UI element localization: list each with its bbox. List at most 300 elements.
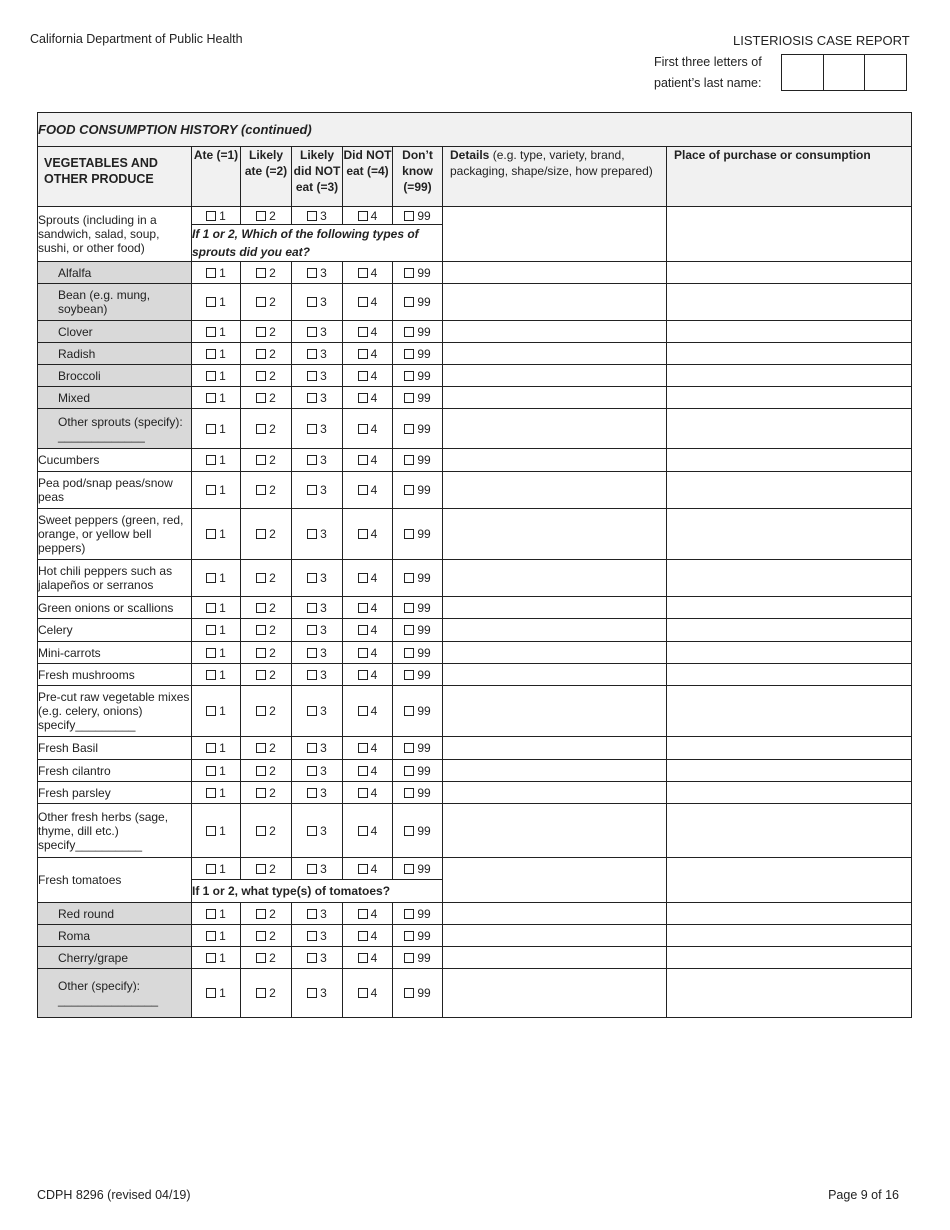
- details-field[interactable]: [443, 858, 667, 903]
- checkbox[interactable]: [358, 706, 368, 716]
- place-field[interactable]: [667, 782, 912, 804]
- option-cell: [343, 597, 393, 619]
- option-cell: [292, 760, 343, 782]
- checkbox[interactable]: [358, 909, 368, 919]
- place-field[interactable]: [667, 207, 912, 262]
- checkbox[interactable]: [404, 988, 414, 998]
- checkbox[interactable]: [404, 327, 414, 337]
- option-label: 4: [370, 295, 378, 309]
- option-cell: [292, 409, 343, 449]
- checkbox[interactable]: [206, 826, 216, 836]
- details-field[interactable]: [443, 947, 667, 969]
- checkbox[interactable]: [307, 371, 317, 381]
- checkbox[interactable]: [256, 953, 266, 963]
- option-label: 1: [219, 763, 226, 778]
- option-cell: [343, 365, 393, 387]
- likely-ate-column-header: Likely ate (=2): [241, 147, 292, 207]
- checkbox[interactable]: [256, 327, 266, 337]
- checkbox[interactable]: [256, 625, 266, 635]
- option-cell: [393, 284, 443, 321]
- checkbox[interactable]: [206, 909, 216, 919]
- option-label: 4: [370, 208, 378, 223]
- checkbox[interactable]: [307, 670, 317, 680]
- checkbox[interactable]: [307, 424, 317, 434]
- details-field[interactable]: [443, 597, 667, 619]
- checkbox[interactable]: [256, 826, 266, 836]
- option-cell: [393, 804, 443, 858]
- details-field[interactable]: [443, 509, 667, 560]
- option-label: 99: [417, 346, 431, 361]
- checkbox[interactable]: [256, 529, 266, 539]
- option-label: 1: [219, 928, 226, 943]
- option-cell: [241, 782, 292, 804]
- checkbox[interactable]: [404, 529, 414, 539]
- option-cell: [343, 925, 393, 947]
- place-field[interactable]: [667, 409, 912, 449]
- option-cell: [241, 804, 292, 858]
- initial-box-3[interactable]: [865, 55, 906, 90]
- details-field[interactable]: [443, 262, 667, 284]
- option-label: 3: [320, 571, 327, 585]
- checkbox[interactable]: [206, 625, 216, 635]
- checkbox[interactable]: [404, 743, 414, 753]
- option-cell: [192, 365, 241, 387]
- option-cell: [393, 449, 443, 472]
- checkbox[interactable]: [307, 788, 317, 798]
- option-label: 4: [370, 704, 378, 718]
- details-field[interactable]: [443, 925, 667, 947]
- checkbox[interactable]: [256, 743, 266, 753]
- sub-item-label: Red round: [38, 903, 192, 925]
- checkbox[interactable]: [404, 864, 414, 874]
- checkbox[interactable]: [404, 670, 414, 680]
- checkbox[interactable]: [358, 788, 368, 798]
- option-cell: [393, 642, 443, 664]
- details-field[interactable]: [443, 903, 667, 925]
- details-field[interactable]: [443, 321, 667, 343]
- place-field[interactable]: [667, 642, 912, 664]
- checkbox[interactable]: [256, 455, 266, 465]
- food-item-label: Cucumbers: [38, 449, 192, 472]
- option-cell: [292, 284, 343, 321]
- details-field[interactable]: [443, 560, 667, 597]
- page-number: Page 9 of 16: [828, 1188, 899, 1202]
- initial-box-2[interactable]: [824, 55, 866, 90]
- option-cell: [343, 804, 393, 858]
- option-label: 99: [417, 571, 431, 585]
- option-cell: [241, 560, 292, 597]
- details-field[interactable]: [443, 387, 667, 409]
- option-label: 3: [320, 741, 327, 755]
- place-field[interactable]: [667, 597, 912, 619]
- checkbox[interactable]: [358, 603, 368, 613]
- checkbox[interactable]: [206, 297, 216, 307]
- checkbox[interactable]: [206, 573, 216, 583]
- checkbox[interactable]: [206, 953, 216, 963]
- checkbox[interactable]: [358, 864, 368, 874]
- checkbox[interactable]: [256, 670, 266, 680]
- details-field[interactable]: [443, 343, 667, 365]
- place-field[interactable]: [667, 969, 912, 1018]
- checkbox[interactable]: [358, 931, 368, 941]
- place-field[interactable]: [667, 903, 912, 925]
- checkbox[interactable]: [307, 485, 317, 495]
- place-field[interactable]: [667, 947, 912, 969]
- place-field[interactable]: [667, 664, 912, 686]
- option-cell: [393, 969, 443, 1018]
- checkbox[interactable]: [256, 909, 266, 919]
- checkbox[interactable]: [404, 931, 414, 941]
- place-field[interactable]: [667, 686, 912, 737]
- option-label: 99: [417, 741, 431, 755]
- checkbox[interactable]: [206, 371, 216, 381]
- option-cell: [393, 925, 443, 947]
- checkbox[interactable]: [256, 788, 266, 798]
- option-label: 2: [269, 704, 276, 718]
- option-label: 99: [417, 390, 431, 405]
- sub-item-label: Other sprouts (specify): _____________: [38, 409, 192, 449]
- place-field[interactable]: [667, 619, 912, 642]
- checkbox[interactable]: [206, 211, 216, 221]
- checkbox[interactable]: [256, 988, 266, 998]
- checkbox[interactable]: [358, 485, 368, 495]
- checkbox[interactable]: [256, 573, 266, 583]
- checkbox[interactable]: [404, 424, 414, 434]
- checkbox[interactable]: [206, 349, 216, 359]
- option-cell: [343, 903, 393, 925]
- checkbox[interactable]: [256, 297, 266, 307]
- checkbox[interactable]: [307, 648, 317, 658]
- sub-item-label: Broccoli: [38, 365, 192, 387]
- option-label: 1: [219, 483, 226, 497]
- checkbox[interactable]: [256, 349, 266, 359]
- table-row: [38, 262, 912, 284]
- option-label: 99: [417, 667, 431, 682]
- option-cell: [393, 207, 443, 225]
- checkbox[interactable]: [358, 327, 368, 337]
- food-item-label: Other fresh herbs (sage, thyme, dill etc.) specify__________: [38, 804, 192, 858]
- details-field[interactable]: [443, 207, 667, 262]
- checkbox[interactable]: [307, 327, 317, 337]
- option-label: 4: [370, 763, 378, 778]
- place-field[interactable]: [667, 387, 912, 409]
- checkbox[interactable]: [358, 648, 368, 658]
- option-cell: [192, 642, 241, 664]
- option-label: 1: [219, 785, 226, 800]
- option-label: 2: [269, 645, 276, 660]
- option-cell: [241, 925, 292, 947]
- option-label: 1: [219, 346, 226, 361]
- option-label: 1: [219, 823, 226, 838]
- option-cell: [393, 365, 443, 387]
- option-label: 4: [370, 928, 378, 943]
- checkbox[interactable]: [206, 988, 216, 998]
- option-cell: [241, 903, 292, 925]
- table-row: [38, 409, 912, 449]
- checkbox[interactable]: [206, 648, 216, 658]
- checkbox[interactable]: [404, 573, 414, 583]
- option-label: 2: [269, 483, 276, 497]
- table-row: [38, 925, 912, 947]
- checkbox[interactable]: [404, 485, 414, 495]
- option-cell: [343, 472, 393, 509]
- place-field[interactable]: [667, 343, 912, 365]
- option-cell: [393, 760, 443, 782]
- option-cell: [343, 409, 393, 449]
- checkbox[interactable]: [307, 297, 317, 307]
- checkbox[interactable]: [358, 766, 368, 776]
- checkbox[interactable]: [256, 603, 266, 613]
- checkbox[interactable]: [358, 625, 368, 635]
- checkbox[interactable]: [307, 864, 317, 874]
- checkbox[interactable]: [404, 393, 414, 403]
- checkbox[interactable]: [307, 909, 317, 919]
- option-label: 99: [417, 861, 431, 876]
- checkbox[interactable]: [256, 648, 266, 658]
- checkbox[interactable]: [206, 743, 216, 753]
- checkbox[interactable]: [307, 988, 317, 998]
- checkbox[interactable]: [358, 826, 368, 836]
- checkbox[interactable]: [206, 529, 216, 539]
- place-field[interactable]: [667, 262, 912, 284]
- checkbox[interactable]: [307, 766, 317, 776]
- checkbox[interactable]: [307, 931, 317, 941]
- details-field[interactable]: [443, 664, 667, 686]
- checkbox[interactable]: [404, 211, 414, 221]
- food-item-label: Green onions or scallions: [38, 597, 192, 619]
- checkbox[interactable]: [358, 211, 368, 221]
- option-label: 3: [320, 368, 327, 383]
- checkbox[interactable]: [307, 826, 317, 836]
- checkbox[interactable]: [358, 988, 368, 998]
- option-cell: [292, 947, 343, 969]
- details-field[interactable]: [443, 365, 667, 387]
- checkbox[interactable]: [358, 268, 368, 278]
- checkbox[interactable]: [206, 485, 216, 495]
- option-label: 99: [417, 950, 431, 965]
- option-label: 99: [417, 600, 431, 615]
- place-field[interactable]: [667, 284, 912, 321]
- details-field[interactable]: [443, 409, 667, 449]
- option-label: 99: [417, 785, 431, 800]
- checkbox[interactable]: [404, 953, 414, 963]
- checkbox[interactable]: [307, 268, 317, 278]
- option-label: 4: [370, 667, 378, 682]
- option-cell: [241, 737, 292, 760]
- option-cell: [393, 597, 443, 619]
- details-field[interactable]: [443, 686, 667, 737]
- checkbox[interactable]: [206, 603, 216, 613]
- checkbox[interactable]: [206, 706, 216, 716]
- option-cell: [241, 686, 292, 737]
- option-cell: [192, 737, 241, 760]
- checkbox[interactable]: [256, 931, 266, 941]
- checkbox[interactable]: [307, 455, 317, 465]
- option-label: 1: [219, 741, 226, 755]
- checkbox[interactable]: [404, 603, 414, 613]
- option-label: 4: [370, 600, 378, 615]
- checkbox[interactable]: [256, 485, 266, 495]
- checkbox[interactable]: [256, 211, 266, 221]
- checkbox[interactable]: [404, 625, 414, 635]
- place-field[interactable]: [667, 321, 912, 343]
- table-row: [38, 947, 912, 969]
- option-cell: [393, 472, 443, 509]
- checkbox[interactable]: [206, 268, 216, 278]
- checkbox[interactable]: [358, 529, 368, 539]
- place-field[interactable]: [667, 509, 912, 560]
- option-label: 1: [219, 265, 226, 280]
- option-label: 3: [320, 208, 327, 223]
- checkbox[interactable]: [358, 953, 368, 963]
- details-header-rest: (e.g. type, variety, brand, packaging, shape/size, how prepared): [450, 148, 653, 178]
- likely-not-column-header: Likely did NOT eat (=3): [292, 147, 343, 207]
- checkbox[interactable]: [358, 743, 368, 753]
- details-field[interactable]: [443, 804, 667, 858]
- table-row: [38, 804, 912, 858]
- option-label: 4: [370, 453, 378, 467]
- details-field[interactable]: [443, 449, 667, 472]
- initial-box-1[interactable]: [782, 55, 824, 90]
- option-cell: [241, 343, 292, 365]
- details-field[interactable]: [443, 782, 667, 804]
- place-field[interactable]: [667, 560, 912, 597]
- option-label: 4: [370, 906, 378, 921]
- checkbox[interactable]: [307, 706, 317, 716]
- place-field[interactable]: [667, 449, 912, 472]
- option-label: 3: [320, 295, 327, 309]
- option-label: 1: [219, 527, 226, 541]
- checkbox[interactable]: [307, 349, 317, 359]
- checkbox[interactable]: [206, 327, 216, 337]
- option-cell: [192, 343, 241, 365]
- checkbox[interactable]: [256, 864, 266, 874]
- option-cell: [292, 207, 343, 225]
- table-row: [38, 284, 912, 321]
- option-cell: [393, 262, 443, 284]
- department-name: California Department of Public Health: [30, 32, 243, 46]
- checkbox[interactable]: [206, 670, 216, 680]
- place-field[interactable]: [667, 804, 912, 858]
- place-field[interactable]: [667, 760, 912, 782]
- checkbox[interactable]: [307, 743, 317, 753]
- checkbox[interactable]: [206, 766, 216, 776]
- checkbox[interactable]: [256, 706, 266, 716]
- details-field[interactable]: [443, 642, 667, 664]
- table-row: [38, 619, 912, 642]
- checkbox[interactable]: [358, 424, 368, 434]
- checkbox[interactable]: [307, 625, 317, 635]
- option-label: 4: [370, 741, 378, 755]
- checkbox[interactable]: [404, 455, 414, 465]
- checkbox[interactable]: [206, 788, 216, 798]
- checkbox[interactable]: [404, 706, 414, 716]
- checkbox[interactable]: [404, 788, 414, 798]
- checkbox[interactable]: [307, 603, 317, 613]
- did-not-column-header: Did NOT eat (=4): [343, 147, 393, 207]
- option-label: 3: [320, 324, 327, 339]
- checkbox[interactable]: [404, 648, 414, 658]
- checkbox[interactable]: [404, 371, 414, 381]
- checkbox[interactable]: [307, 953, 317, 963]
- details-field[interactable]: [443, 284, 667, 321]
- checkbox[interactable]: [206, 424, 216, 434]
- option-cell: [192, 262, 241, 284]
- option-label: 2: [269, 623, 276, 637]
- option-cell: [292, 321, 343, 343]
- details-field[interactable]: [443, 619, 667, 642]
- table-row: [38, 737, 912, 760]
- checkbox[interactable]: [404, 268, 414, 278]
- option-cell: [192, 207, 241, 225]
- checkbox[interactable]: [206, 864, 216, 874]
- option-cell: [192, 619, 241, 642]
- checkbox[interactable]: [358, 297, 368, 307]
- checkbox[interactable]: [256, 424, 266, 434]
- option-label: 3: [320, 667, 327, 682]
- option-label: 99: [417, 208, 431, 223]
- checkbox[interactable]: [307, 573, 317, 583]
- details-field[interactable]: [443, 760, 667, 782]
- checkbox[interactable]: [307, 211, 317, 221]
- sub-item-label: Other (specify): _______________: [38, 969, 192, 1018]
- option-label: 99: [417, 421, 431, 436]
- table-row: [38, 782, 912, 804]
- checkbox[interactable]: [206, 393, 216, 403]
- checkbox[interactable]: [358, 573, 368, 583]
- place-field[interactable]: [667, 365, 912, 387]
- checkbox[interactable]: [404, 826, 414, 836]
- checkbox[interactable]: [404, 297, 414, 307]
- checkbox[interactable]: [358, 371, 368, 381]
- option-cell: [343, 343, 393, 365]
- checkbox[interactable]: [404, 349, 414, 359]
- checkbox[interactable]: [404, 766, 414, 776]
- checkbox[interactable]: [307, 529, 317, 539]
- place-field[interactable]: [667, 472, 912, 509]
- option-label: 4: [370, 645, 378, 660]
- checkbox[interactable]: [256, 371, 266, 381]
- checkbox[interactable]: [256, 268, 266, 278]
- option-cell: [343, 737, 393, 760]
- checkbox[interactable]: [404, 909, 414, 919]
- option-cell: [292, 343, 343, 365]
- checkbox[interactable]: [358, 393, 368, 403]
- place-field[interactable]: [667, 925, 912, 947]
- checkbox[interactable]: [358, 455, 368, 465]
- details-field[interactable]: [443, 472, 667, 509]
- option-cell: [241, 664, 292, 686]
- checkbox[interactable]: [256, 766, 266, 776]
- option-cell: [343, 619, 393, 642]
- details-field[interactable]: [443, 969, 667, 1018]
- option-label: 3: [320, 600, 327, 615]
- checkbox[interactable]: [206, 931, 216, 941]
- option-label: 2: [269, 950, 276, 965]
- place-field[interactable]: [667, 858, 912, 903]
- checkbox[interactable]: [358, 670, 368, 680]
- option-label: 3: [320, 453, 327, 467]
- checkbox[interactable]: [358, 349, 368, 359]
- food-item-label: Fresh Basil: [38, 737, 192, 760]
- checkbox[interactable]: [206, 455, 216, 465]
- checkbox[interactable]: [307, 393, 317, 403]
- details-field[interactable]: [443, 737, 667, 760]
- checkbox[interactable]: [256, 393, 266, 403]
- place-field[interactable]: [667, 737, 912, 760]
- option-label: 1: [219, 208, 226, 223]
- option-label: 1: [219, 645, 226, 660]
